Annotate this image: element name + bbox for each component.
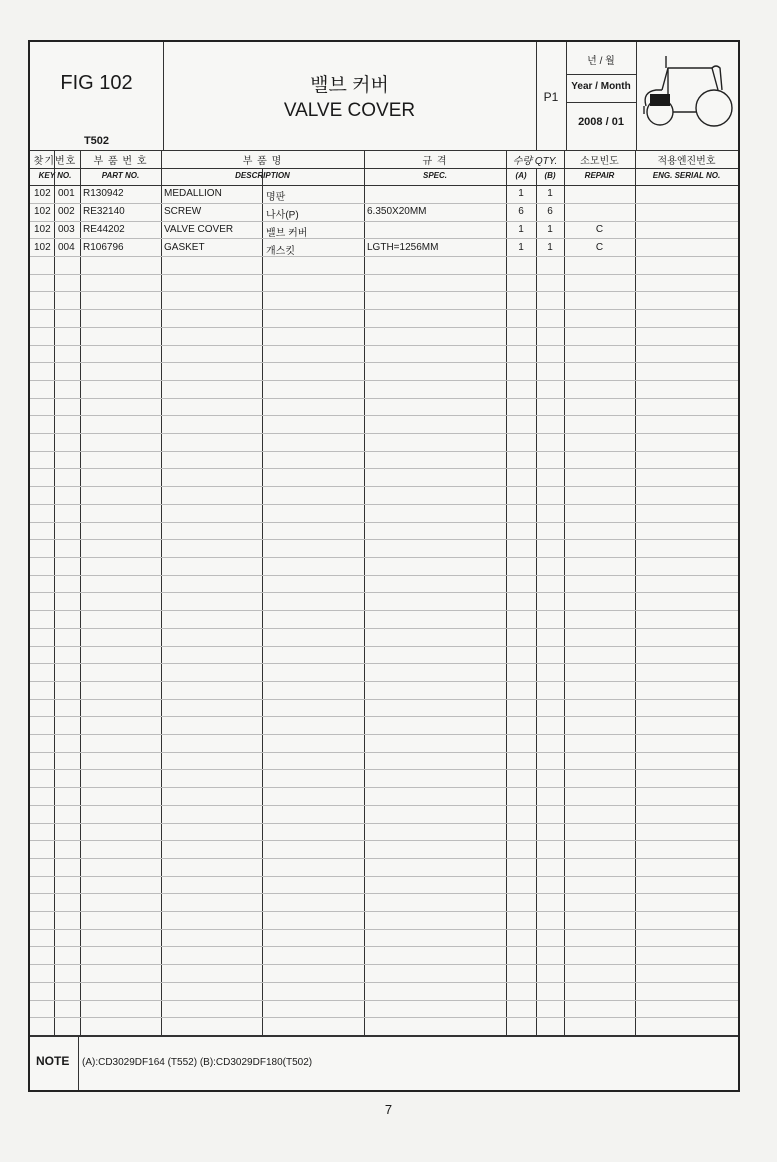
row-rule bbox=[30, 486, 738, 487]
row-3-part: RE44202 bbox=[83, 224, 125, 235]
row-rule bbox=[30, 345, 738, 346]
repair-header-korean: 소모빈도 bbox=[580, 156, 619, 167]
note-label: NOTE bbox=[36, 1054, 70, 1068]
row-rule bbox=[30, 557, 738, 558]
row-3-desc-en: VALVE COVER bbox=[164, 224, 234, 235]
row-rule bbox=[30, 681, 738, 682]
row-rule bbox=[30, 628, 738, 629]
tractor-icon bbox=[638, 48, 736, 144]
page-code: P1 bbox=[543, 90, 559, 104]
spec-header: SPEC. bbox=[422, 171, 447, 180]
row-rule bbox=[30, 911, 738, 912]
row-rule bbox=[30, 415, 738, 416]
row-rule bbox=[30, 646, 738, 647]
page-title-korean: 밸브 커버 bbox=[310, 75, 389, 96]
row-3-desc-kr: 밸브 커버 bbox=[266, 228, 308, 239]
row-rule bbox=[30, 291, 738, 292]
qty-header: 수량 QTY. bbox=[512, 156, 558, 167]
row-rule bbox=[30, 929, 738, 930]
row-rule bbox=[30, 769, 738, 770]
row-2-desc-en: SCREW bbox=[164, 206, 202, 217]
key-no-header-korean: 찾기번호 bbox=[33, 156, 77, 167]
figure-number: FIG 102 bbox=[60, 72, 133, 94]
row-3-repair: C bbox=[595, 224, 604, 235]
row-rule bbox=[30, 964, 738, 965]
row-1-qty-b: 1 bbox=[547, 188, 553, 199]
row-rule bbox=[30, 309, 738, 310]
row-3-qty-a: 1 bbox=[518, 224, 524, 235]
row-rule bbox=[30, 592, 738, 593]
row-4-spec: LGTH=1256MM bbox=[367, 242, 439, 253]
row-rule bbox=[30, 522, 738, 523]
row-4-qty-a: 1 bbox=[518, 242, 524, 253]
row-rule bbox=[30, 221, 738, 222]
row-rule bbox=[30, 946, 738, 947]
row-1-desc-en: MEDALLION bbox=[164, 188, 222, 199]
row-rule bbox=[30, 504, 738, 505]
page-title: VALVE COVER bbox=[283, 100, 416, 121]
year-month-label-korean: 년 / 월 bbox=[587, 56, 615, 67]
row-rule bbox=[30, 752, 738, 753]
row-rule bbox=[30, 858, 738, 859]
row-3-qty-b: 1 bbox=[547, 224, 553, 235]
row-1-part: R130942 bbox=[83, 188, 124, 199]
year-month-value: 2008 / 01 bbox=[578, 116, 624, 128]
row-4-fig: 102 bbox=[34, 242, 51, 253]
row-rule bbox=[30, 1017, 738, 1018]
row-rule bbox=[30, 203, 738, 204]
page-number: 7 bbox=[384, 1102, 393, 1117]
row-rule bbox=[30, 610, 738, 611]
row-1-desc-kr: 명판 bbox=[266, 192, 286, 203]
note-text: (A):CD3029DF164 (T552) (B):CD3029DF180(T502) bbox=[82, 1057, 313, 1068]
row-2-part: RE32140 bbox=[83, 206, 125, 217]
row-rule bbox=[30, 663, 738, 664]
row-rule bbox=[30, 433, 738, 434]
row-rule bbox=[30, 840, 738, 841]
row-2-qty-b: 6 bbox=[547, 206, 553, 217]
row-rule bbox=[30, 876, 738, 877]
row-rule bbox=[30, 256, 738, 257]
model-label: T502 bbox=[83, 135, 110, 147]
eng-serial-header: ENG. SERIAL NO. bbox=[652, 171, 721, 180]
row-2-desc-kr: 나사(P) bbox=[266, 210, 299, 221]
part-no-header: PART NO. bbox=[101, 171, 140, 180]
row-rule bbox=[30, 823, 738, 824]
parts-sheet bbox=[28, 40, 740, 1092]
row-rule bbox=[30, 380, 738, 381]
row-4-part: R106796 bbox=[83, 242, 124, 253]
row-rule bbox=[30, 699, 738, 700]
row-rule bbox=[30, 539, 738, 540]
eng-serial-header-korean: 적용엔진번호 bbox=[657, 156, 716, 167]
row-2-key: 002 bbox=[58, 206, 75, 217]
repair-header: REPAIR bbox=[584, 171, 615, 180]
row-rule bbox=[30, 468, 738, 469]
row-4-repair: C bbox=[595, 242, 604, 253]
row-rule bbox=[30, 575, 738, 576]
row-4-desc-kr: 개스킷 bbox=[266, 246, 295, 257]
qty-b-header: (B) bbox=[544, 171, 556, 180]
row-rule bbox=[30, 1000, 738, 1001]
row-rule bbox=[30, 734, 738, 735]
row-rule bbox=[30, 805, 738, 806]
key-no-header: KEY NO. bbox=[38, 171, 72, 180]
row-rule bbox=[30, 451, 738, 452]
description-header-korean: 부 품 명 bbox=[242, 156, 283, 167]
row-2-fig: 102 bbox=[34, 206, 51, 217]
row-2-qty-a: 6 bbox=[518, 206, 524, 217]
row-1-key: 001 bbox=[58, 188, 75, 199]
row-rule bbox=[30, 362, 738, 363]
row-3-key: 003 bbox=[58, 224, 75, 235]
spec-header-korean: 규 격 bbox=[422, 156, 448, 167]
qty-a-header: (A) bbox=[515, 171, 527, 180]
row-3-fig: 102 bbox=[34, 224, 51, 235]
row-2-spec: 6.350X20MM bbox=[367, 206, 427, 217]
row-rule bbox=[30, 327, 738, 328]
row-1-qty-a: 1 bbox=[518, 188, 524, 199]
row-1-fig: 102 bbox=[34, 188, 51, 199]
row-rule bbox=[30, 274, 738, 275]
row-rule bbox=[30, 398, 738, 399]
row-rule bbox=[30, 893, 738, 894]
row-rule bbox=[30, 238, 738, 239]
row-rule bbox=[30, 982, 738, 983]
row-4-desc-en: GASKET bbox=[164, 242, 205, 253]
part-no-header-korean: 부 품 번 호 bbox=[93, 156, 148, 167]
row-4-key: 004 bbox=[58, 242, 75, 253]
year-month-label: Year / Month bbox=[571, 81, 631, 92]
row-4-qty-b: 1 bbox=[547, 242, 553, 253]
description-header: DESCRIPTION bbox=[235, 171, 290, 180]
row-rule bbox=[30, 787, 738, 788]
row-rule bbox=[30, 716, 738, 717]
